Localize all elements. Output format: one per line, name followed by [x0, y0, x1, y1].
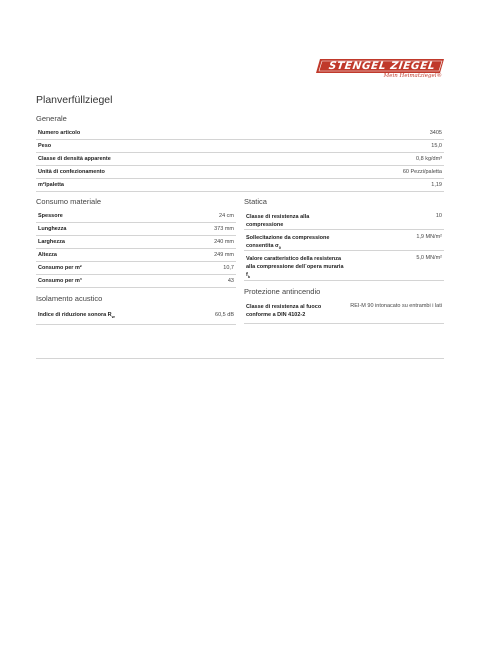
row-label: Altezza — [38, 252, 57, 258]
row-label: Classe di densità apparente — [38, 156, 111, 162]
row-value: 15,0 — [431, 143, 442, 149]
row-value: 24 cm — [219, 213, 234, 219]
table-row — [36, 179, 444, 192]
row-value: 60,5 dB — [215, 312, 234, 318]
row-label: Sollecitazione da compressione consentita $\sigma_0$ — [246, 235, 330, 251]
section-heading-isolamento: Isolamento acustico — [36, 294, 103, 303]
row-value: 1,19 — [431, 182, 442, 188]
row-label: Spessore — [38, 213, 63, 219]
row-value: 10 — [435, 213, 442, 219]
table-row — [36, 236, 236, 249]
row-label: Valore caratteristico della resistenza alla compressione dell´opera muraria $f_k$ — [246, 256, 344, 280]
row-label: Classe di resistenza alla compressione — [246, 214, 310, 228]
row-label: Consumo per m³ — [38, 278, 82, 284]
row-value: 0,8 kg/dm³ — [416, 156, 442, 162]
section-heading-statica: Statica — [244, 197, 267, 206]
row-label: Indice di riduzione sonora $R_w$ — [38, 312, 115, 320]
row-label: Numero articolo — [38, 130, 81, 136]
brand-logo — [316, 59, 444, 83]
row-value: REI-M 90 intonacato su entrambi i lati — [350, 303, 442, 309]
table-row — [36, 249, 236, 262]
table-row — [244, 209, 444, 230]
row-value: 240 mm — [214, 239, 234, 245]
section-heading-antincendio: Protezione antincendio — [244, 287, 321, 296]
row-label: Lunghezza — [38, 226, 67, 232]
row-value: 373 mm — [214, 226, 234, 232]
row-value: 5,0 MN/m² — [416, 255, 442, 261]
row-label: Larghezza — [38, 239, 65, 245]
row-label: Peso — [38, 143, 52, 149]
table-row — [36, 210, 236, 223]
row-label: m²/paletta — [38, 182, 64, 188]
row-value: 1,9 MN/m² — [416, 234, 442, 240]
section-heading-generale: Generale — [36, 114, 67, 123]
row-value: 249 mm — [214, 252, 234, 258]
table-row — [36, 275, 236, 288]
row-value: 3405 — [429, 130, 442, 136]
row-label: Consumo per m² — [38, 265, 82, 271]
row-value: 10,7 — [223, 265, 234, 271]
table-row — [36, 305, 236, 325]
logo-tagline: Mein Heimatziegel® — [383, 73, 442, 79]
table-row — [36, 127, 444, 140]
table-row — [36, 223, 236, 236]
table-row — [36, 153, 444, 166]
table-row — [36, 262, 236, 275]
row-value: 43 — [227, 278, 234, 284]
table-row — [36, 140, 444, 153]
table-row — [244, 230, 444, 251]
page-title: Planverfüllziegel — [36, 94, 113, 106]
row-label: Classe di resistenza al fuoco conforme a DIN 4102-2 — [246, 304, 322, 318]
row-label: Unità di confezionamento — [38, 169, 105, 175]
row-value: 60 Pezzi/paletta — [402, 169, 442, 175]
logo-brand-text: STENGEL ZIEGEL — [327, 60, 437, 72]
table-row — [36, 166, 444, 179]
section-divider — [36, 358, 444, 359]
table-row — [244, 298, 444, 324]
table-row — [244, 251, 444, 281]
section-heading-consumo: Consumo materiale — [36, 197, 102, 206]
